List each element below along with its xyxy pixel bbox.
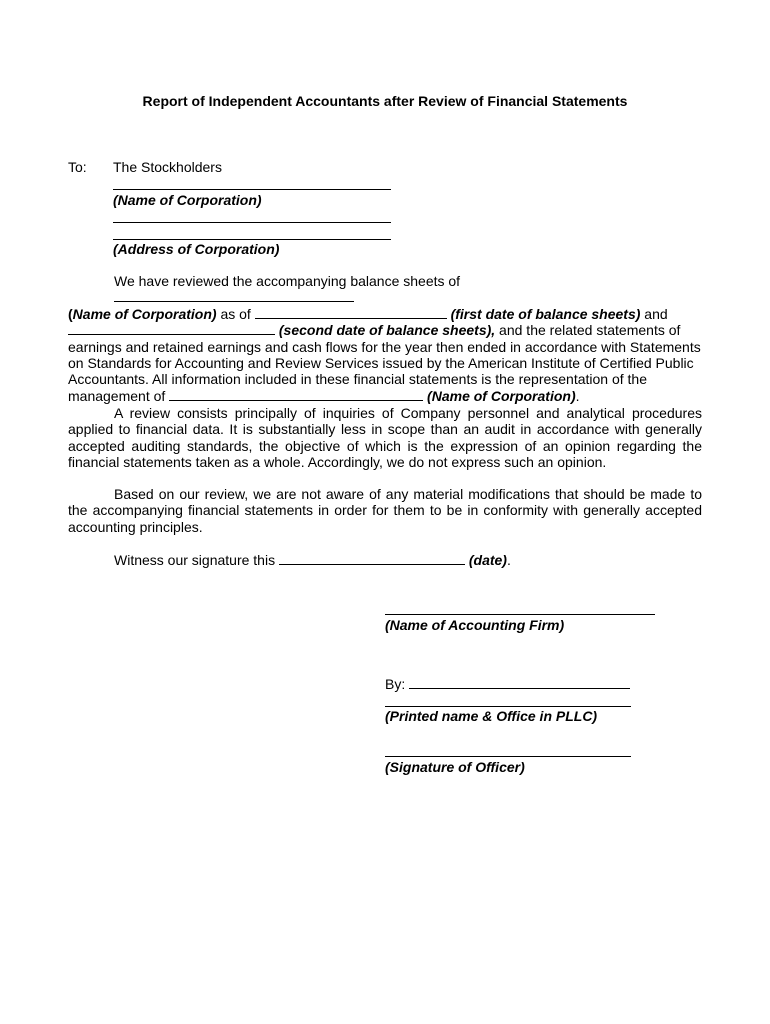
printed-name-line xyxy=(385,706,631,707)
to-label: To: xyxy=(68,159,87,175)
para1-name-of-corporation-2: (Name of Corporation) xyxy=(423,387,576,404)
first-date-blank xyxy=(255,306,447,319)
corporation-address-label: (Address of Corporation) xyxy=(113,241,280,257)
corporation-blank xyxy=(114,289,354,302)
paragraph-review-scope: A review consists principally of inquiries of Company personnel and analytical procedures applied to financial data. It is substantially less in scope than an audit in accordance with generally accepted auditing standards, the objective of which is the expression of an opinion regarding the financial statements taken as a whole. Accordingly, we do not express such an opinion. xyxy=(68,405,702,471)
para1-period: . xyxy=(575,387,580,404)
officer-signature-line xyxy=(385,756,631,757)
by-label: By: xyxy=(385,676,410,692)
recipient: The Stockholders xyxy=(113,159,222,175)
witness-date-label: (date) xyxy=(464,552,507,568)
para1-text-1: We have reviewed the accompanying balance sheets of xyxy=(114,273,461,289)
address-blank-1 xyxy=(113,222,391,223)
corporation-name-label: (Name of Corporation) xyxy=(113,192,262,208)
para1-text-and: and xyxy=(640,305,668,322)
accounting-firm-label: (Name of Accounting Firm) xyxy=(385,617,565,633)
address-blank-2 xyxy=(113,239,391,240)
officer-signature-label: (Signature of Officer) xyxy=(385,759,525,775)
management-blank xyxy=(169,388,423,401)
by-line xyxy=(385,676,630,692)
second-date-label: (second date of balance sheets), xyxy=(275,322,496,339)
first-date-label: (first date of balance sheets) xyxy=(446,305,641,322)
printed-name-label: (Printed name & Office in PLLC) xyxy=(385,708,598,724)
second-date-blank xyxy=(68,322,275,335)
witness-suffix: . xyxy=(506,552,511,568)
witness-line xyxy=(68,552,702,568)
para1-text-statements: and the related statements of earnings and retained earnings and cash flows for the year then ended in accordance with Statements on Standards for Accounting and Review Services issued by the American Institute of Certified Public Accountants. All information included in these financial statements is the representation of the management of xyxy=(68,322,701,404)
accounting-firm-signature-line xyxy=(385,614,655,615)
document-title: Report of Independent Accountants after Review of Financial Statements xyxy=(142,93,628,109)
paragraph-balance-sheets xyxy=(68,273,702,404)
para1-text-as-of: as of xyxy=(216,305,255,322)
paragraph-conclusion: Based on our review, we are not aware of any material modifications that should be made to the accompanying financial statements in order for them to be in conformity with generally accepted accounting principles. xyxy=(68,486,702,535)
para1-name-of-corporation: Name of Corporation) xyxy=(72,305,217,322)
corporation-name-blank xyxy=(113,189,391,190)
by-signature-blank xyxy=(409,676,630,689)
para1-name-open: ( xyxy=(68,305,73,322)
witness-prefix: Witness our signature this xyxy=(114,552,279,568)
witness-date-blank xyxy=(279,552,465,565)
